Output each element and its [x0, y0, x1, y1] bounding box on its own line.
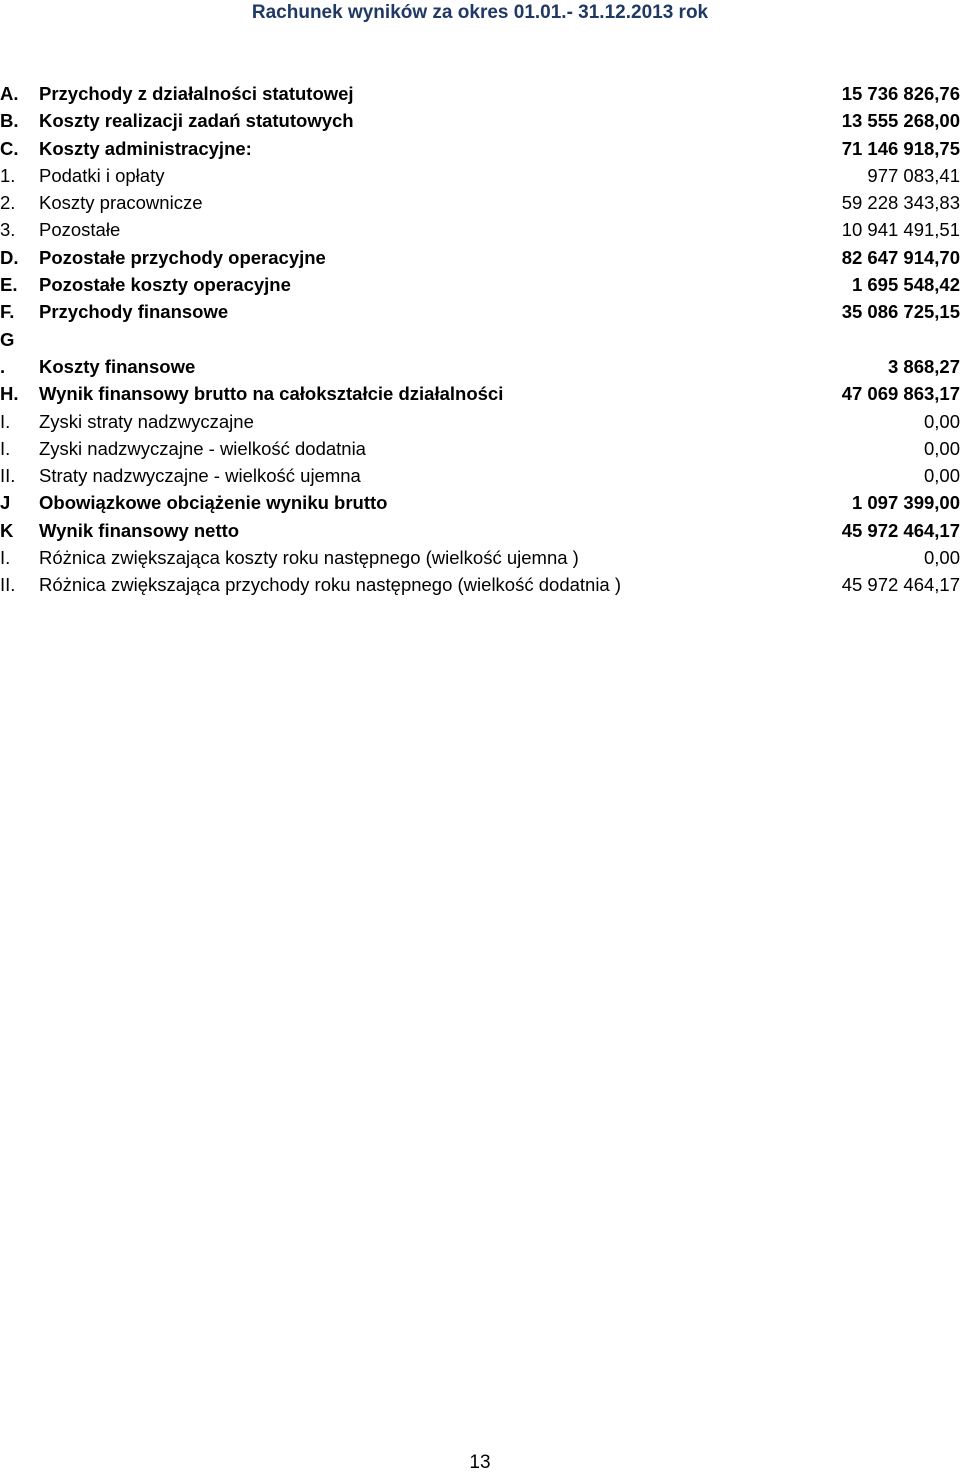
row-value: 82 647 914,70 — [841, 246, 960, 268]
row-code — [0, 408, 36, 435]
statement-row — [0, 107, 960, 134]
statement-row — [0, 380, 960, 407]
row-code-text: A. — [0, 83, 19, 104]
statement-row — [0, 408, 960, 435]
row-code — [0, 462, 36, 489]
row-label: Pozostałe przychody operacyjne — [39, 246, 326, 268]
row-code-text: 1. — [0, 164, 16, 186]
row-label: Koszty realizacji zadań statutowych — [39, 110, 354, 132]
row-code-text: D. — [0, 246, 19, 268]
page-title: Rachunek wyników za okres 01.01.- 31.12.2013 rok — [251, 2, 709, 23]
row-value: 10 941 491,51 — [841, 219, 960, 241]
statement-row — [0, 271, 960, 298]
row-label: Koszty administracyjne: — [39, 137, 252, 159]
row-code-text: I. — [0, 410, 11, 432]
row-label: Wynik finansowy netto — [39, 519, 240, 541]
row-code-text: C. — [0, 137, 19, 159]
row-value: 59 228 343,83 — [841, 192, 960, 214]
row-label: Różnica zwiększająca przychody roku następnego (wielkość dodatnia ) — [39, 574, 622, 596]
row-value: 1 695 548,42 — [851, 274, 960, 296]
row-code-text: 3. — [0, 219, 16, 241]
row-code-text: II. — [0, 465, 16, 487]
row-value: 15 736 826,76 — [841, 83, 960, 104]
statement-row — [0, 162, 960, 189]
row-code-text: B. — [0, 110, 19, 132]
row-label: Zyski straty nadzwyczajne — [39, 410, 254, 432]
row-value: 71 146 918,75 — [841, 137, 960, 159]
statement-row — [0, 462, 960, 489]
row-value: 1 097 399,00 — [851, 492, 960, 514]
row-label: Przychody z działalności statutowej — [39, 83, 354, 104]
row-code — [0, 107, 36, 134]
row-code-text: E. — [0, 274, 18, 296]
row-code — [0, 380, 36, 407]
row-value: 47 069 863,17 — [841, 383, 960, 405]
row-code — [0, 80, 36, 107]
row-value: 0,00 — [923, 547, 960, 569]
row-code-text: II. — [0, 574, 16, 596]
row-label: Różnica zwiększająca koszty roku następnego (wielkość ujemna ) — [39, 547, 579, 569]
row-code-suffix: . — [0, 355, 6, 377]
row-code — [0, 162, 36, 189]
row-code — [0, 435, 36, 462]
row-code-text: F. — [0, 301, 15, 323]
row-code — [0, 571, 36, 598]
row-value: 13 555 268,00 — [841, 110, 960, 132]
statement-row — [0, 298, 960, 325]
row-code — [0, 489, 36, 516]
page-number: 13 — [469, 1452, 491, 1473]
row-code — [0, 216, 36, 243]
row-code — [0, 189, 36, 216]
row-code — [0, 326, 36, 377]
row-label: Pozostałe koszty operacyjne — [39, 274, 291, 296]
row-label: Koszty pracownicze — [39, 192, 203, 214]
row-code — [0, 271, 36, 298]
statement-row — [0, 517, 960, 544]
statement-row — [0, 435, 960, 462]
statement-row — [0, 571, 960, 598]
row-label: Straty nadzwyczajne - wielkość ujemna — [39, 465, 361, 487]
row-code — [0, 135, 36, 162]
income-statement-table — [0, 80, 960, 599]
row-label: Podatki i opłaty — [39, 164, 165, 186]
row-code-text: K — [0, 519, 14, 541]
row-label: Wynik finansowy brutto na całokształcie działalności — [39, 383, 504, 405]
statement-row — [0, 544, 960, 571]
statement-row — [0, 216, 960, 243]
row-label: Koszty finansowe — [39, 355, 196, 377]
row-value: 45 972 464,17 — [841, 519, 960, 541]
statement-row — [0, 135, 960, 162]
row-code-text: 2. — [0, 192, 16, 214]
row-label: Zyski nadzwyczajne - wielkość dodatnia — [39, 437, 366, 459]
row-value: 45 972 464,17 — [841, 574, 960, 596]
row-code-text: I. — [0, 547, 11, 569]
row-label: Pozostałe — [39, 219, 121, 241]
statement-row — [0, 80, 960, 107]
row-code-text: J — [0, 492, 11, 514]
row-code-text: H. — [0, 383, 19, 405]
row-value: 3 868,27 — [887, 355, 960, 377]
statement-row — [0, 189, 960, 216]
row-code — [0, 517, 36, 544]
row-value: 0,00 — [923, 437, 960, 459]
row-code — [0, 544, 36, 571]
row-code-text: G — [0, 328, 15, 350]
statement-row — [0, 244, 960, 271]
row-value: 35 086 725,15 — [841, 301, 960, 323]
row-label: Przychody finansowe — [39, 301, 229, 323]
row-value: 0,00 — [923, 410, 960, 432]
row-code — [0, 244, 36, 271]
row-value: 0,00 — [923, 465, 960, 487]
statement-row — [0, 489, 960, 516]
row-code — [0, 298, 36, 325]
statement-row — [0, 326, 960, 381]
row-code-text: I. — [0, 437, 11, 459]
row-value: 977 083,41 — [867, 164, 960, 186]
row-label: Obowiązkowe obciążenie wyniku brutto — [39, 492, 388, 514]
